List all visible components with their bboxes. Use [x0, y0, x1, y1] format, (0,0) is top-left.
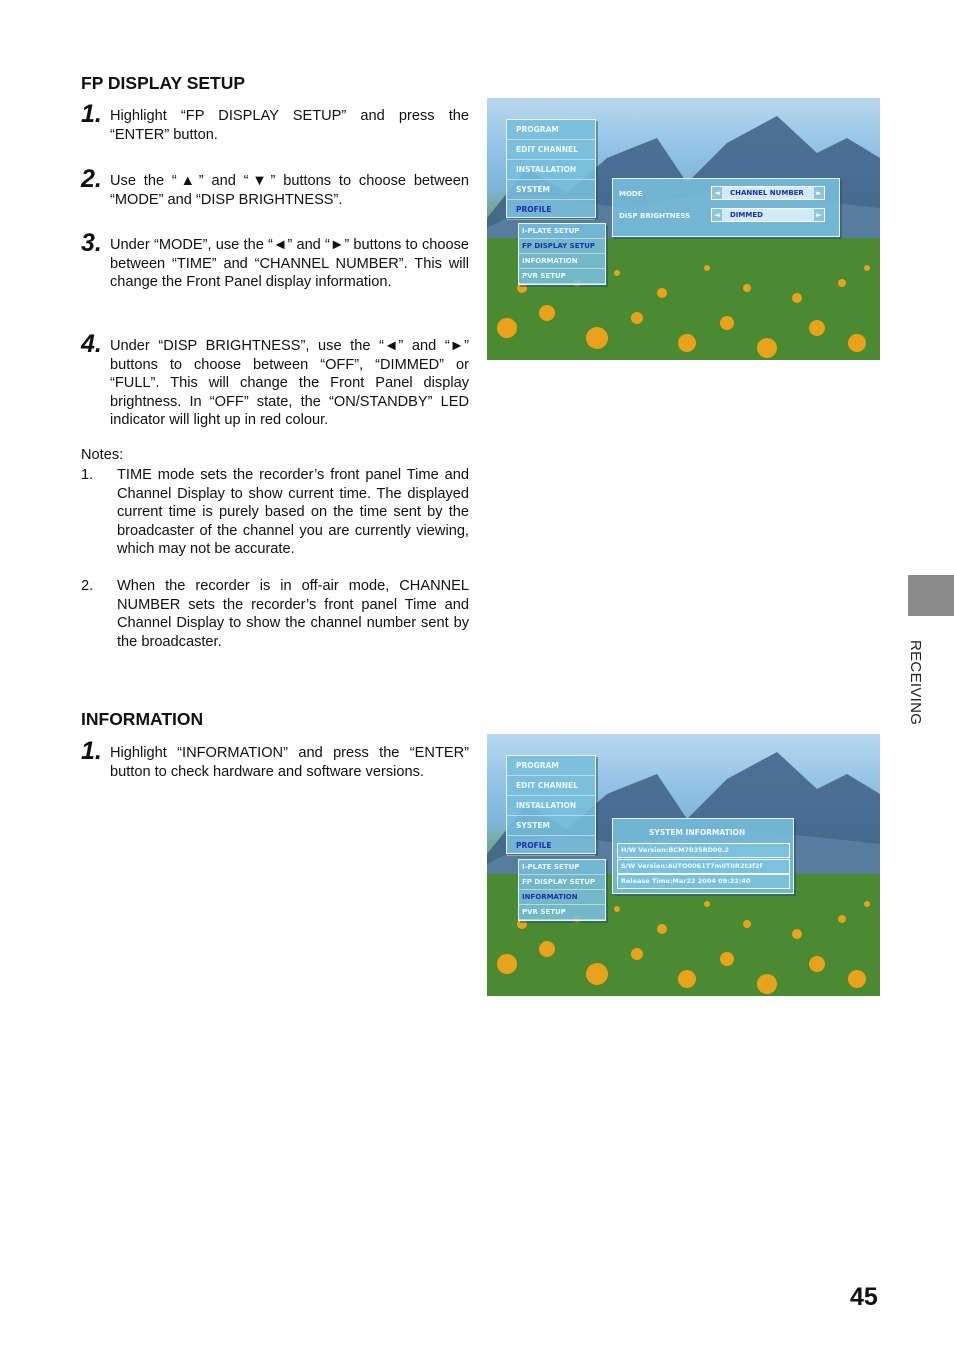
- note-2: [81, 577, 469, 651]
- step-number: 4.: [81, 330, 102, 358]
- step-1: [81, 100, 469, 144]
- submenu-item-information[interactable]: INFORMATION: [519, 890, 605, 905]
- step-1-information: [81, 737, 469, 781]
- section-tab-marker: [908, 575, 954, 616]
- notes-title: Notes:: [81, 447, 124, 463]
- step-number: 2.: [81, 165, 102, 193]
- profile-submenu: [518, 223, 606, 285]
- mode-label: MODE: [619, 190, 643, 198]
- note-text: TIME mode sets the recorder’s front panel Time and Channel Display to show current time. The displayed current time is purely based on the time sent by the broadcaster of the channel you are currently viewing, which may not be accurate.: [117, 467, 469, 558]
- submenu-item-pvr-setup[interactable]: PVR SETUP: [519, 269, 605, 284]
- step-text: Highlight “FP DISPLAY SETUP” and press the “ENTER” button.: [110, 108, 469, 143]
- menu-item-edit-channel[interactable]: EDIT CHANNEL: [507, 776, 595, 796]
- brightness-label: DISP BRIGHTNESS: [619, 212, 691, 220]
- submenu-item-fp-display-setup[interactable]: FP DISPLAY SETUP: [519, 239, 605, 254]
- menu-item-installation[interactable]: INSTALLATION: [507, 796, 595, 816]
- system-information-panel: [612, 818, 794, 894]
- release-time-line: Release Time:Mar22 2004 09:22:40: [617, 874, 790, 889]
- screenshot-information: [487, 734, 880, 996]
- menu-item-system[interactable]: SYSTEM: [507, 816, 595, 836]
- profile-submenu: [518, 859, 606, 921]
- brightness-selector[interactable]: [711, 208, 825, 222]
- menu-item-program[interactable]: PROGRAM: [507, 120, 595, 140]
- arrow-right-icon[interactable]: ►: [814, 209, 824, 221]
- menu-item-installation[interactable]: INSTALLATION: [507, 160, 595, 180]
- section-heading-information: INFORMATION: [81, 709, 204, 729]
- step-text: Under “MODE”, use the “◄” and “►” buttons to choose between “TIME” and “CHANNEL NUMBER”. This will change the Front Panel display information.: [110, 237, 469, 291]
- step-text: Highlight “INFORMATION” and press the “ENTER” button to check hardware and software versions.: [110, 745, 469, 780]
- fp-display-panel: [612, 178, 840, 237]
- arrow-right-icon[interactable]: ►: [814, 187, 824, 199]
- menu-item-edit-channel[interactable]: EDIT CHANNEL: [507, 140, 595, 160]
- step-3: [81, 229, 469, 292]
- note-1: [81, 466, 469, 559]
- step-number: 1.: [81, 100, 102, 128]
- arrow-left-icon[interactable]: ◄: [712, 187, 722, 199]
- submenu-item-information[interactable]: INFORMATION: [519, 254, 605, 269]
- sw-version-line: S/W Version:AUTO0061T7m0T0R2t3f2f: [617, 859, 790, 874]
- page-number: 45: [850, 1283, 878, 1311]
- screenshot-fp-display-setup: [487, 98, 880, 360]
- menu-item-profile[interactable]: PROFILE: [507, 836, 595, 856]
- menu-item-program[interactable]: PROGRAM: [507, 756, 595, 776]
- mode-selector[interactable]: [711, 186, 825, 200]
- step-2: [81, 165, 469, 209]
- hw-version-line: H/W Version:BCM7035RD00.2: [617, 843, 790, 858]
- note-number: 1.: [81, 467, 94, 483]
- submenu-item-pvr-setup[interactable]: PVR SETUP: [519, 905, 605, 920]
- step-4: [81, 330, 469, 430]
- side-section-label: RECEIVING: [907, 640, 924, 726]
- arrow-left-icon[interactable]: ◄: [712, 209, 722, 221]
- step-number: 3.: [81, 229, 102, 257]
- step-text: Under “DISP BRIGHTNESS”, use the “◄” and “►” buttons to choose between “OFF”, “DIMMED” or “FULL”. This will change the Front Panel display brightness. In “OFF” state, the “ON/STANDBY” LED indicator will light up in red colour.: [110, 338, 469, 429]
- section-heading-fp-display-setup: FP DISPLAY SETUP: [81, 73, 246, 93]
- main-menu: [506, 755, 596, 854]
- mode-value: CHANNEL NUMBER: [730, 189, 804, 197]
- menu-item-profile[interactable]: PROFILE: [507, 200, 595, 220]
- submenu-item-iplate-setup[interactable]: I-PLATE SETUP: [519, 860, 605, 875]
- main-menu: [506, 119, 596, 218]
- panel-title: SYSTEM INFORMATION: [649, 828, 746, 837]
- brightness-value: DIMMED: [730, 211, 763, 219]
- step-number: 1.: [81, 737, 102, 765]
- submenu-item-fp-display-setup[interactable]: FP DISPLAY SETUP: [519, 875, 605, 890]
- note-text: When the recorder is in off-air mode, CHANNEL NUMBER sets the recorder’s front panel Time and Channel Display to show the channel number sent by the broadcaster.: [117, 578, 469, 650]
- step-text: Use the “▲” and “▼” buttons to choose between “MODE” and “DISP BRIGHTNESS”.: [110, 173, 469, 208]
- submenu-item-iplate-setup[interactable]: I-PLATE SETUP: [519, 224, 605, 239]
- note-number: 2.: [81, 578, 94, 594]
- menu-item-system[interactable]: SYSTEM: [507, 180, 595, 200]
